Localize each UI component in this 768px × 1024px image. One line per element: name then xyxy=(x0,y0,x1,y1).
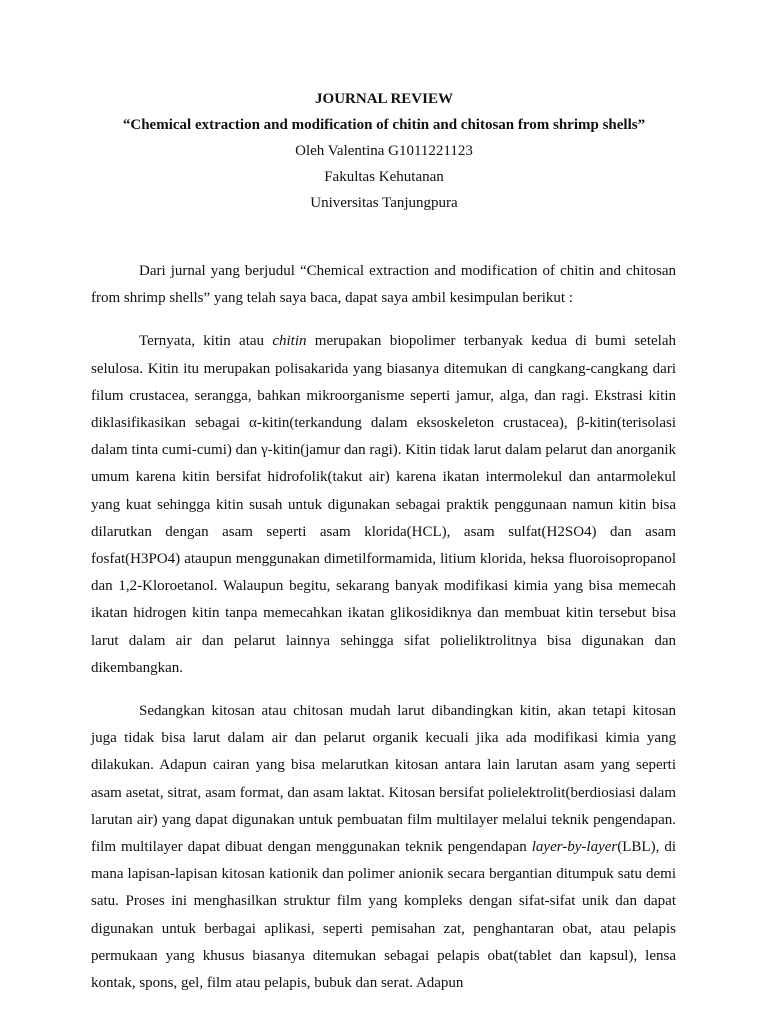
paragraph-chitosan xyxy=(91,698,676,997)
paragraph-chitosan-rest: (LBL), di mana lapisan-lapisan kitosan kationik dan polimer anionik secara bergantian ditumpuk satu demi satu. Proses ini menghasilkan struktur film yang kompleks dengan sifat-sifat unik dan dapat digunakan untuk berbagai aplikasi, seperti pemisahan zat, penghantaran obat, atau pelapis permukaan yang khusus biasanya ditemukan sebagai pelapis obat(tablet dan kapsul), lensa kontak, spons, gel, film atau pelapis, bubuk dan serat. Adapun xyxy=(91,839,676,992)
author-line: Oleh Valentina G1011221123 xyxy=(295,143,473,159)
paragraph-chitin-rest: merupakan biopolimer terbanyak kedua di bumi setelah selulosa. Kitin itu merupakan polisakarida yang biasanya ditemukan di cangkang-cangkang dari filum crustacea, serangga, bahkan mikroorganisme seperti jamur, alga, dan ragi. Ekstrasi kitin diklasifikasikan sebagai α-kitin(terkandung dalam eksoskeleton crustacea), β-kitin(terisolasi dalam tinta cumi-cumi) dan γ-kitin(jamur dan ragi). Kitin tidak larut dalam pelarut dan anorganik umum karena kitin bersifat hidrofolik(takut air) karena ikatan intermolekul dan antarmolekul yang kuat sehingga kitin susah untuk digunakan sebagai praktik penggunaan namun kitin bisa dilarutkan dengan asam seperti asam klorida(HCL), asam sulfat(H2SO4) dan asam fosfat(H3PO4) ataupun menggunakan dimetilformamida, litium klorida, heksa fluoroisopropanol dan 1,2-Kloroetanol. Walaupun begitu, sekarang banyak modifikasi kimia yang bisa memecah ikatan hidrogen kitin tanpa memecahkan ikatan glikosidiknya dan membuat kitin tersebut bisa larut dalam air dan pelarut lainnya sehingga sifat polieliktrolitnya bisa digunakan dan dikembangkan. xyxy=(91,333,676,676)
paragraph-chitin xyxy=(91,328,676,682)
chitin-term: chitin xyxy=(272,333,307,350)
paragraph-chitin-start: Ternyata, kitin atau xyxy=(139,333,273,350)
document-header xyxy=(0,86,768,216)
document-body xyxy=(91,258,676,997)
paragraph-intro: Dari jurnal yang berjudul “Chemical extraction and modification of chitin and chitosan from shrimp shells” yang telah saya baca, dapat saya ambil kesimpulan berikut : xyxy=(91,263,676,307)
review-title: JOURNAL REVIEW xyxy=(315,91,453,107)
university-line: Universitas Tanjungpura xyxy=(310,195,458,211)
lbl-term: layer-by-layer xyxy=(531,839,618,856)
faculty-line: Fakultas Kehutanan xyxy=(324,169,444,185)
paragraph-chitosan-start: Sedangkan kitosan atau chitosan mudah larut dibandingkan kitin, akan tetapi kitosan juga tidak bisa larut dalam air dan pelarut organik kecuali jika ada modifikasi kimia yang dilakukan. Adapun cairan yang bisa melarutkan kitosan antara lain larutan asam yang seperti asam asetat, sitrat, asam format, dan asam laktat. Kitosan bersifat polielektrolit(berdiosiasi dalam larutan air) yang dapat digunakan untuk pembuatan film multilayer melalui teknik pengendapan. film multilayer dapat dibuat dengan menggunakan teknik pengendapan xyxy=(91,703,676,856)
journal-title: “Chemical extraction and modification of chitin and chitosan from shrimp shells” xyxy=(122,117,646,133)
